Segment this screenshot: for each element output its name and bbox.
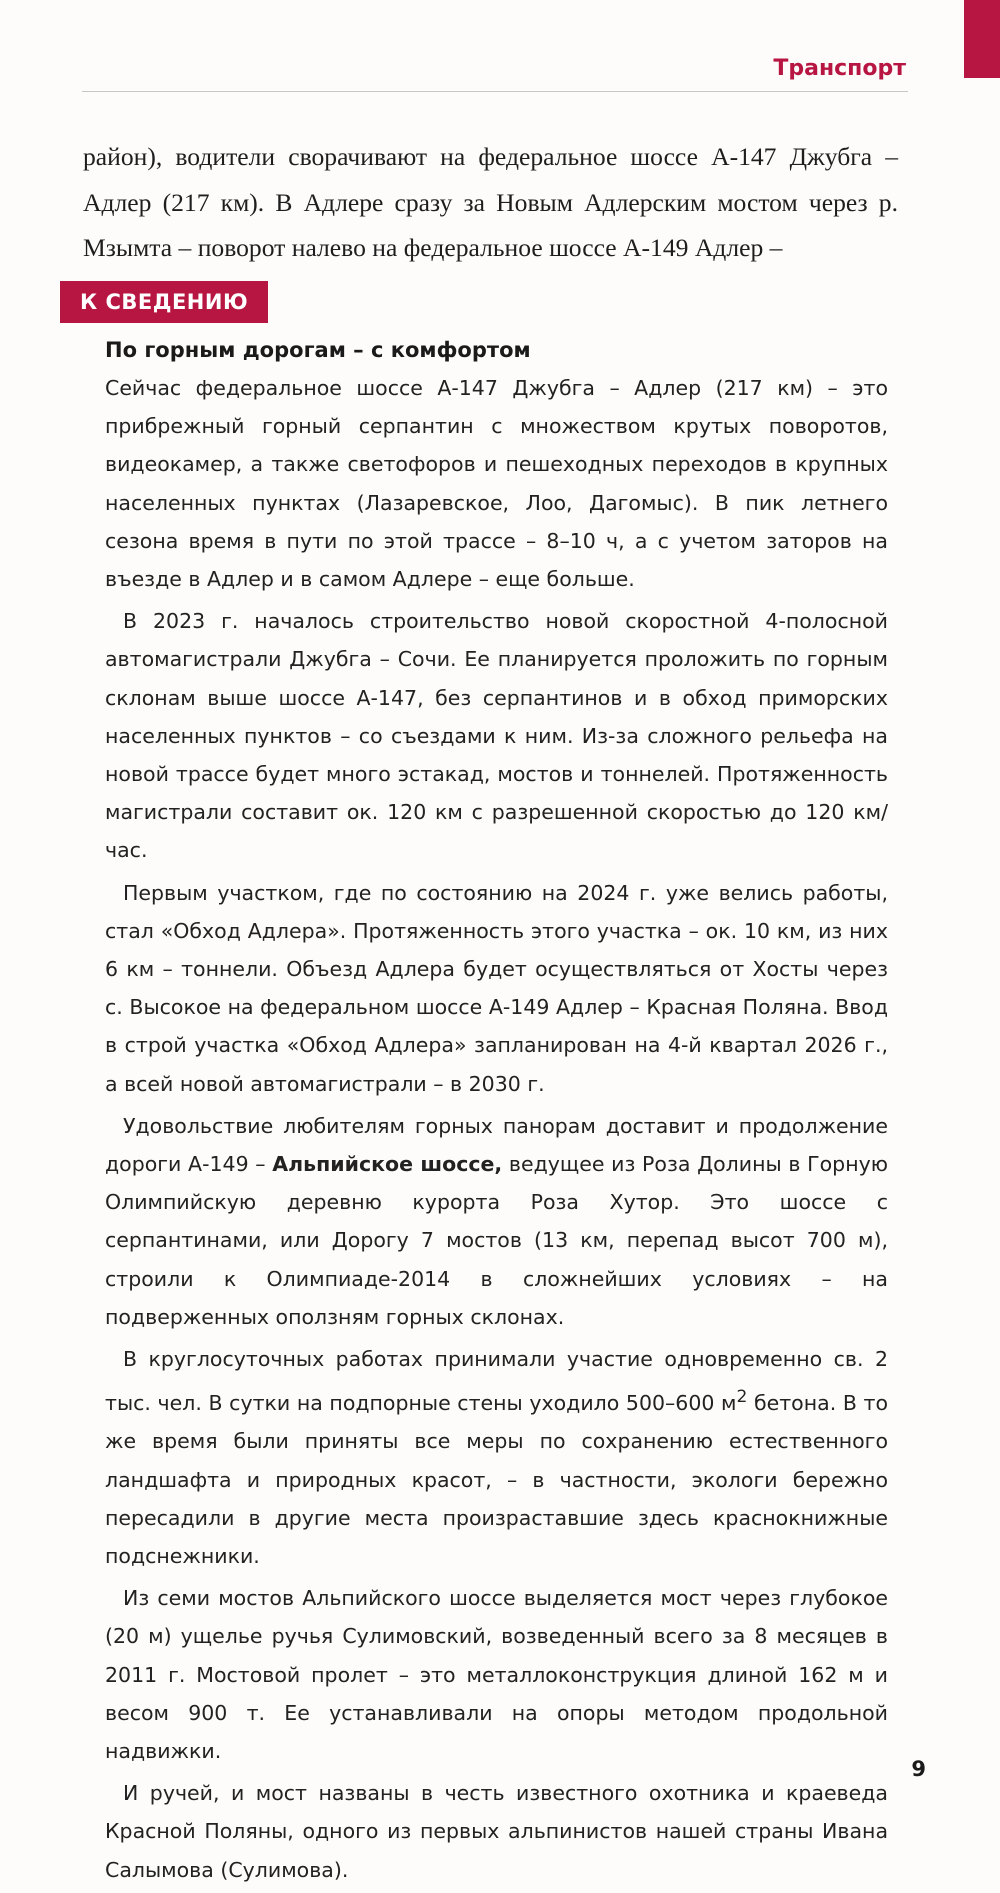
info-paragraph-4 <box>105 1107 888 1336</box>
info-box <box>105 327 888 1893</box>
info-paragraph-7: И ручей, и мост названы в честь известного охотника и краеведа Красной Поляны, одного из первых альпинистов нашей страны Ивана Салымова (Сулимова). <box>105 1781 888 1882</box>
paragraph-4-end: ведущее из Роза Долины в Горную Олимпийскую деревню курорта Роза Хутор. Это шоссе с серпантинами, или Дорогу 7 мостов (13 км, перепад высот 700 м), строили к Олимпиаде-2014 в сложнейших условиях – на подверженных оползням горных склонах. <box>105 1152 888 1329</box>
info-box-label: К СВЕДЕНИЮ <box>60 281 268 323</box>
info-paragraph-1: Сейчас федеральное шоссе А-147 Джубга – Адлер (217 км) – это прибрежный горный серпантин с множеством крутых поворотов, видеокамер, а также светофоров и пешеходных переходов в крупных населенных пунктах (Лазаревское, Лоо, Дагомыс). В пик летнего сезона время в пути по этой трассе – 8–10 ч, а с учетом заторов на въезде в Адлер и в самом Адлере – еще больше. <box>105 376 888 592</box>
info-paragraph-3: Первым участком, где по состоянию на 2024 г. уже велись работы, стал «Обход Адлера». Протяженность этого участка – ок. 10 км, из них 6 км – тоннели. Объезд Адлера будет осуществляться от Хосты через с. Высокое на федеральном шоссе А-149 Адлер – Красная Поляна. Ввод в строй участка «Обход Адлера» запланирован на 4-й квартал 2026 г., а всей новой автомагистрали – в 2030 г. <box>105 880 888 1096</box>
intro-paragraph: район), водители сворачивают на федеральное шоссе А-147 Джубга – Адлер (217 км). В Адлере сразу за Новым Адлерским мостом через р. Мзымта – поворот налево на федеральное шоссе А-149 Адлер – <box>83 142 898 262</box>
info-box-title: По горным дорогам – с комфортом <box>105 338 531 362</box>
paragraph-5-start: В круглосуточных работах принимали участие одновременно св. 2 тыс. чел. В сутки на подпорные стены уходило 500–600 м <box>105 1347 888 1416</box>
header-divider <box>82 91 908 92</box>
paragraph-5-end: бетона. В то же время были приняты все меры по сохранению естественного ландшафта и природных красот, – в частности, экологи бережно пересадили в другие места произраставшие здесь краснокнижные подснежники. <box>105 1391 888 1568</box>
info-paragraph-5 <box>105 1340 888 1575</box>
info-paragraph-6: Из семи мостов Альпийского шоссе выделяется мост через глубокое (20 м) ущелье ручья Сулимовский, возведенный всего за 8 месяцев в 2011 г. Мостовой пролет – это металлоконструкция длиной 162 м и весом 900 т. Ее устанавливали на опоры методом продольной надвижки. <box>105 1586 888 1763</box>
info-paragraph-2: В 2023 г. началось строительство новой скоростной 4-полосной автомагистрали Джубга – Сочи. Ее планируется проложить по горным склонам выше шоссе А-147, без серпантинов и в обход приморских населенных пунктов – со съездами к ним. Из-за сложного рельефа на новой трассе будет много эстакад, мостов и тоннелей. Протяженность магистрали составит ок. 120 км с разрешенной скоростью до 120 км/час. <box>105 609 888 863</box>
page-number: 9 <box>911 1757 926 1781</box>
section-color-tab <box>964 0 1000 78</box>
paragraph-4-start: Удовольствие любителям горных панорам доставит и продолжение дороги А-149 – <box>105 1113 888 1177</box>
alpine-highway-term: Альпийское шоссе, <box>272 1152 503 1177</box>
square-meter-superscript: 2 <box>736 1387 748 1408</box>
section-title: Транспорт <box>773 56 906 81</box>
